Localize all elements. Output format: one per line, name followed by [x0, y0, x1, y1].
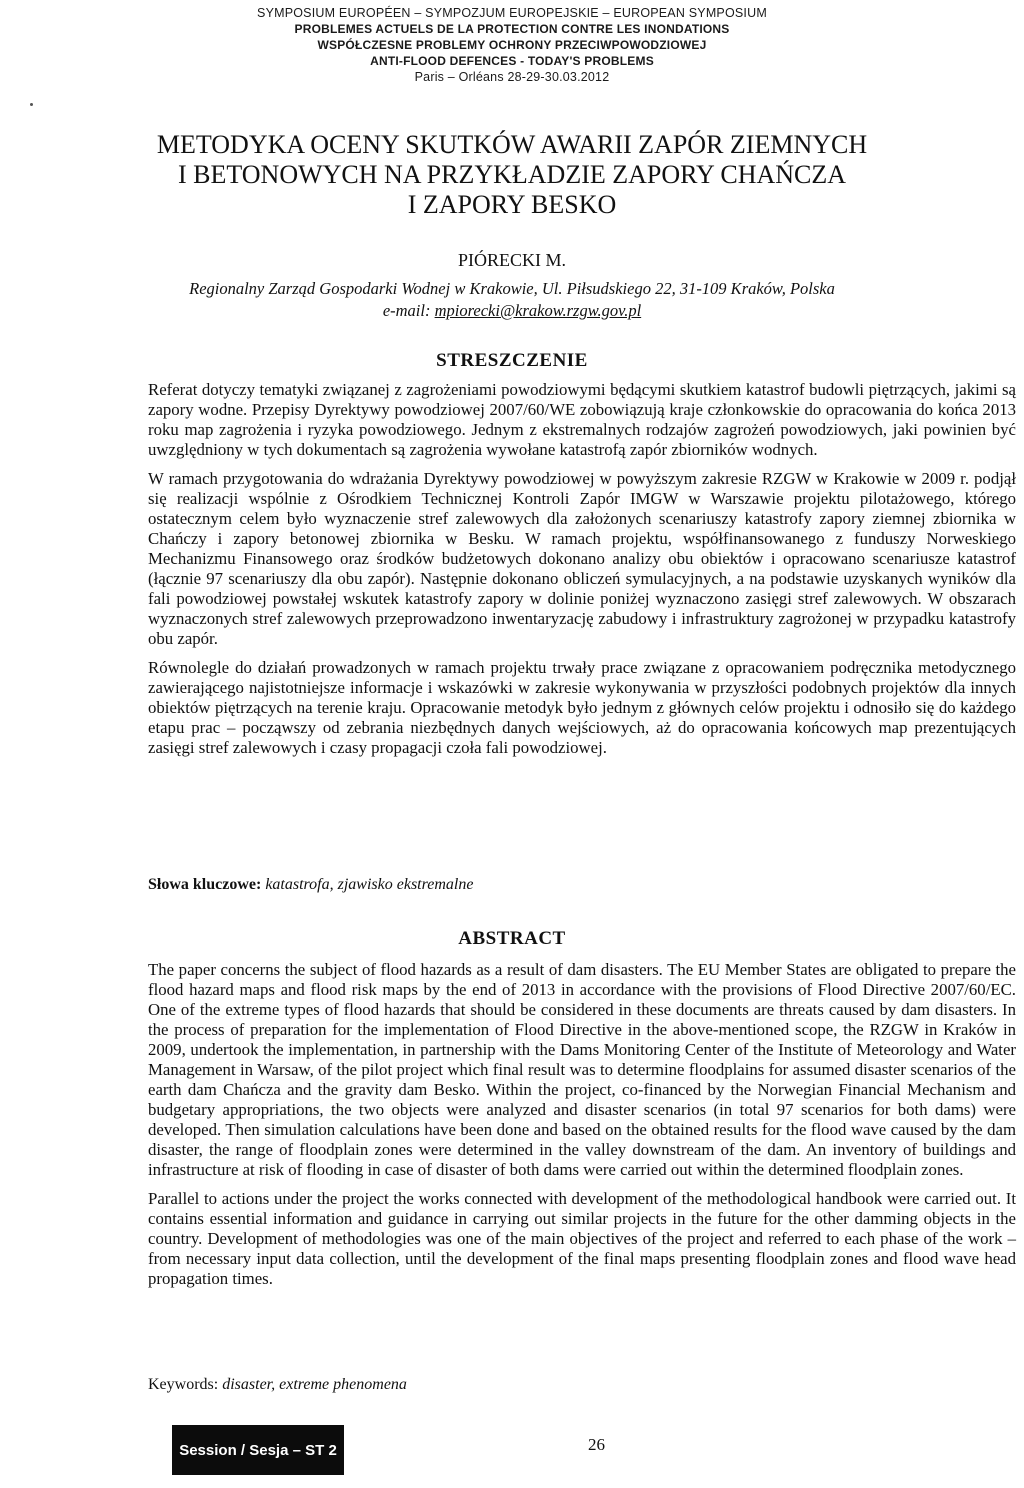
session-badge: Session / Sesja – ST 2 — [172, 1425, 344, 1475]
page-number: 26 — [588, 1435, 605, 1454]
header-line-1: SYMPOSIUM EUROPÉEN – SYMPOZJUM EUROPEJSKIE – EUROPEAN SYMPOSIUM — [257, 6, 767, 20]
header-line-2: PROBLEMES ACTUELS DE LA PROTECTION CONTRE LES INONDATIONS — [294, 22, 730, 36]
email-link[interactable]: mpiorecki@krakow.rzgw.gov.pl — [434, 301, 642, 320]
scan-speck — [30, 103, 33, 106]
abstract-heading: ABSTRACT — [458, 928, 566, 949]
title-line-3: I ZAPORY BESKO — [407, 190, 617, 219]
title-line-1: METODYKA OCENY SKUTKÓW AWARII ZAPÓR ZIEMNYCH — [156, 130, 868, 159]
streszczenie-keywords — [148, 876, 473, 894]
keywords-value-pl: katastrofa, zjawisko ekstremalne — [261, 876, 474, 893]
abstract-paragraph-1: The paper concerns the subject of flood hazards as a result of dam disasters. The EU Member States are obligated to prepare the flood hazard maps and flood risk maps by the end of 2013 in accordance with the provisions of Flood Directive 2007/60/EC. One of the extreme types of flood hazards that should be considered in these documents are threats caused by dam disasters. In the process of preparation for the implementation of Flood Directive in the above-mentioned scope, the RZGW in Kraków in 2009, undertook the implementation, in partnership with the Dams Monitoring Center of the Institute of Meteorology and Water Management in Warsaw, of the pilot project which final result was to determine floodplains for assumed disaster scenarios of the earth dam Chańcza and the gravity dam Besko. Within the project, co-financed by the Norwegian Financial Mechanism and budgetary appropriations, the two objects were analyzed and disaster scenarios (in total 97 scenarios for both dams) were developed. Then simulation calculations have been done and based on the obtained results for the flood wave caused by the dam disaster, the range of floodplain zones were determined in the valley downstream of the dam. An inventory of buildings and infrastructure at risk of flooding in case of disaster of both dams were carried out within the determined floodplain zones. — [148, 960, 1016, 1179]
streszczenie-paragraph-3: Równolegle do działań prowadzonych w ramach projektu trwały prace związane z opracowaniem podręcznika metodycznego zawierającego najistotniejsze informacje i wskazówki w zakresie wykonywania w przyszłości podobnych projektów dla innych obiektów piętrzących na terenie kraju. Opracowanie metodyk było jednym z głównych celów projektu i odnosiło się do każdego etapu prac – począwszy od zebrania niezbędnych danych wejściowych, aż do opracowania końcowych map prezentujących zasięgi stref zalewowych i czasy propagacji czoła fali powodziowej. — [148, 658, 1016, 757]
keywords-value-en: disaster, extreme phenomena — [218, 1376, 407, 1393]
keywords-label-pl: Słowa kluczowe: — [148, 876, 262, 893]
streszczenie-paragraph-1: Referat dotyczy tematyki związanej z zagrożeniami powodziowymi będącymi skutkiem katastrof budowli piętrzących, jakimi są zapory wodne. Przepisy Dyrektywy powodziowej 2007/60/WE zobowiązują kraje członkowskie do opracowania do końca 2013 roku map zagrożenia i ryzyka powodziowego. Jednym z ekstremalnych rodzajów zagrożeń powodziowych, jaki powinien być uwzględniony w tych dokumentach są zagrożenia wywołane katastrofą zapór zbiorników wodnych. — [148, 380, 1016, 459]
streszczenie-paragraph-2: W ramach przygotowania do wdrażania Dyrektywy powodziowej w powyższym zakresie RZGW w Krakowie w 2009 r. podjął się realizacji wspólnie z Ośrodkiem Technicznej Kontroli Zapór IMGW w Warszawie projektu pilotażowego, którego ostatecznym celem było wyznaczenie stref zalewowych dla założonych scenariuszy katastrofy zapory ziemnej zbiornika w Chańczy i zapory betonowej zbiornika w Besku. W ramach projektu, współfinansowanego z funduszy Norweskiego Mechanizmu Finansowego oraz środków budżetowych dokonano analizy obu obiektów i opracowano scenariusze katastrof (łącznie 97 scenariuszy dla obu zapór). Następnie dokonano obliczeń symulacyjnych, a na podstawie uzyskanych wyników dla fali powodziowej powstałej wskutek katastrofy zapory w dolinie poniżej wyznaczono zasięgi stref zalewowych. W obszarach wyznaczonych stref zalewowych przeprowadzono inwentaryzację zabudowy i infrastruktury zagrożonej w przypadku katastrofy obu zapór. — [148, 469, 1016, 648]
header-line-5: Paris – Orléans 28-29-30.03.2012 — [414, 70, 610, 84]
affiliation — [0, 278, 1024, 322]
abstract-paragraph-2: Parallel to actions under the project the works connected with development of the methodological handbook were carried out. It contains essential information and guidance in carrying out similar projects in the future for the other damming objects in the country. Development of methodologies was one of the main objectives of the project and referred to each phase of the work – from necessary input data collection, until the development of the final maps presenting floodplain zones and flood wave head propagation times. — [148, 1189, 1016, 1288]
affiliation-email-line — [0, 300, 1024, 322]
symposium-header — [0, 5, 1024, 85]
streszczenie-heading: STRESZCZENIE — [436, 350, 588, 371]
abstract-body — [148, 960, 1016, 1298]
author-name: PIÓRECKI M. — [457, 250, 566, 270]
title-line-2: I BETONOWYCH NA PRZYKŁADZIE ZAPORY CHAŃCZA — [177, 160, 847, 189]
paper-title — [0, 130, 1024, 220]
keywords-label-en: Keywords: — [148, 1376, 219, 1393]
affiliation-address: Regionalny Zarząd Gospodarki Wodnej w Krakowie, Ul. Piłsudskiego 22, 31-109 Kraków, Polska — [189, 279, 835, 298]
email-prefix: e-mail: — [382, 301, 435, 320]
streszczenie-body — [148, 380, 1016, 767]
header-line-3: WSPÓŁCZESNE PROBLEMY OCHRONY PRZECIWPOWODZIOWEJ — [317, 38, 707, 52]
abstract-keywords — [148, 1376, 407, 1394]
header-line-4: ANTI-FLOOD DEFENCES - TODAY'S PROBLEMS — [370, 54, 654, 68]
